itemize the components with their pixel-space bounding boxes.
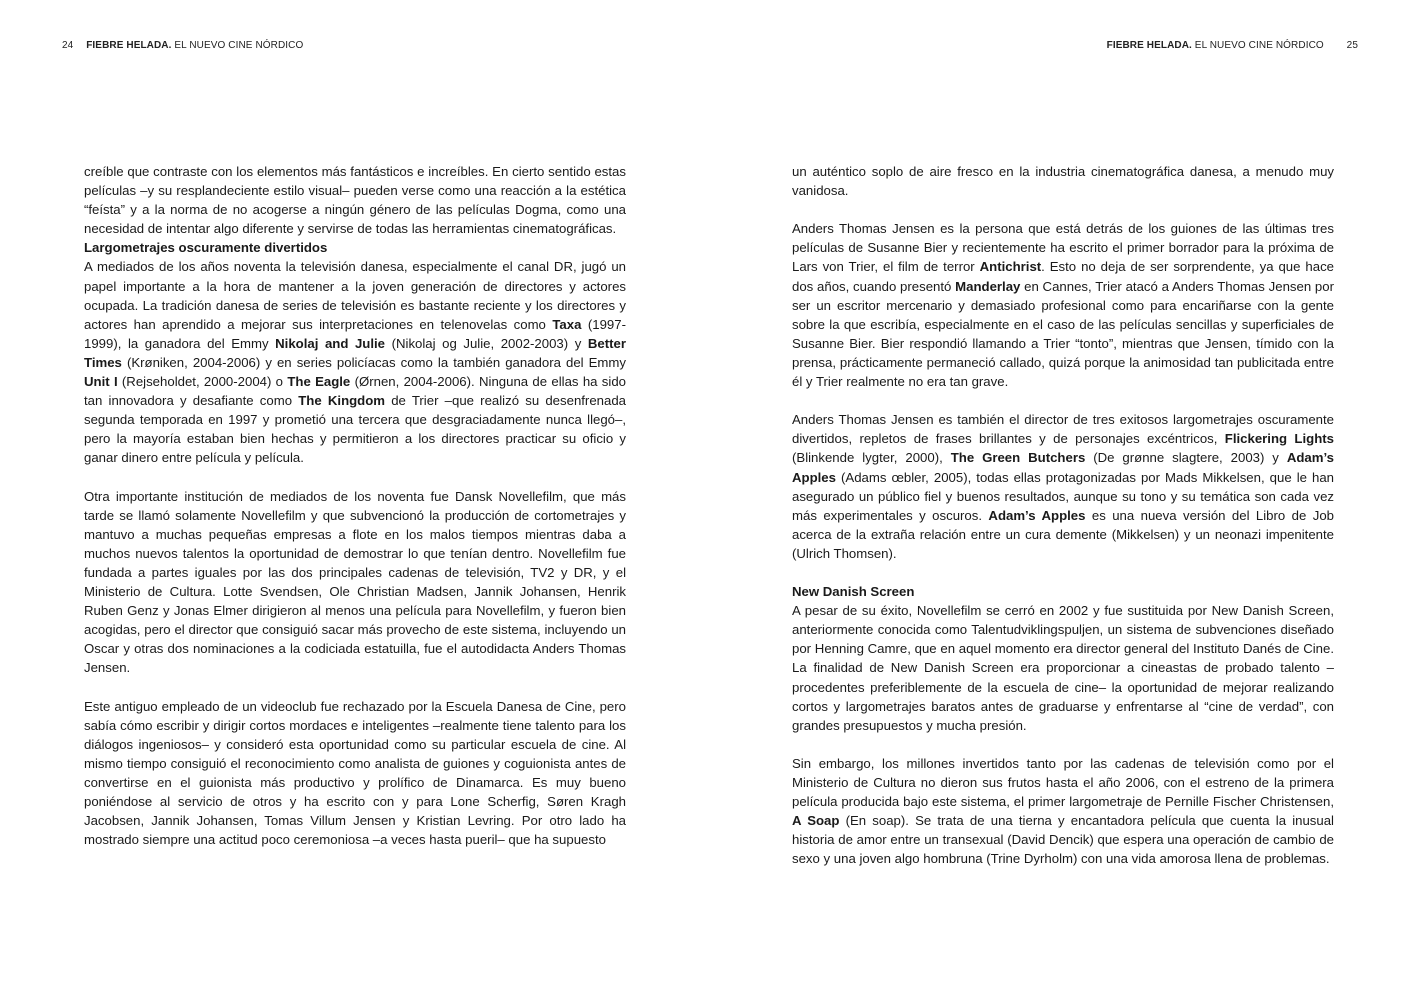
body-paragraph — [84, 697, 626, 850]
text-run: (De grønne slagtere, 2003) y — [1085, 450, 1287, 466]
book-subtitle-left: EL NUEVO CINE NÓRDICO — [171, 40, 304, 51]
title-emphasis: Antichrist — [979, 259, 1042, 275]
title-emphasis: A Soap — [792, 813, 840, 829]
text-run: (En soap). Se trata de una tierna y encantadora película que cuenta la inusual historia de amor entre un transexual (David Dencik) que espera una operación de cambio de sexo y una joven algo hombruna (Trine Dyrholm) con una vida amorosa llena de problemas. — [792, 813, 1334, 867]
text-run: de Trier –que realizó su desenfrenada segunda temporada en 1997 y prometió una tercera que desgraciadamente nunca llegó–, pero la mayoría estaban bien hechas y permitieron a los directores practicar su oficio y ganar dinero entre película y película. — [84, 393, 626, 466]
body-paragraph — [792, 754, 1334, 869]
body-paragraph — [84, 487, 626, 678]
text-run: (Blinkende lygter, 2000), — [792, 450, 951, 466]
body-paragraph — [84, 257, 626, 467]
text-run: Sin embargo, los millones invertidos tanto por las cadenas de televisión como por el Ministerio de Cultura no dieron sus frutos hasta el año 2006, con el estreno de la primera película producida bajo este sistema, el primer largometraje de Pernille Fischer Christensen, — [792, 755, 1334, 810]
title-emphasis: Adam’s Apples — [792, 450, 1334, 485]
text-run: Este antiguo empleado de un videoclub fue rechazado por la Escuela Danesa de Cine, pero sabía cómo escribir y dirigir cortos mordaces e inteligentes –realmente tiene talento para los diálogos ingeniosos– y consideró esta oportunidad como su particular escuela de cine. Al mismo tiempo consiguió el reconocimiento como analista de guiones y coguionista antes de convertirse en el guionista más productivo y prolífico de Dinamarca. Es muy bueno poniéndose al servicio de otros y ha escrito con y para Lone Scherfig, Søren Kragh Jacobsen, Jannik Johansen, Tomas Villum Jensen y Kristian Levring. Por otro lado ha mostrado siempre una actitud poco ceremoniosa –a veces hasta pueril– que ha supuesto — [84, 698, 626, 848]
text-run: (Nikolaj og Julie, 2002-2003) y — [385, 335, 588, 351]
title-emphasis: Manderlay — [955, 278, 1021, 294]
section-heading: Largometrajes oscuramente divertidos — [84, 240, 328, 256]
text-run: Anders Thomas Jensen es la persona que está detrás de los guiones de las últimas tres películas de Susanne Bier y recientemente ha escrito el primer borrador para la próxima de Lars von Trier, el film de terror — [792, 221, 1334, 275]
body-paragraph — [84, 162, 626, 238]
right-page-body — [792, 162, 1334, 888]
page-number-right: 25 — [1346, 40, 1358, 51]
text-run: . Esto no deja de ser sorprendente, ya que hace dos años, cuando presentó — [792, 259, 1334, 294]
text-run: (1997-1999), la ganadora del Emmy — [84, 316, 626, 351]
title-emphasis: The Kingdom — [298, 393, 386, 409]
text-run: Otra importante institución de mediados de los noventa fue Dansk Novellefilm, que más tarde se llamó solamente Novellefilm y que subvencionó la producción de cortometrajes y mantuvo a muchas pequeñas empresas a flote en los malos tiempos mientras daba a muchos nuevos talentos la oportunidad de demostrar lo que tenían dentro. Novellefilm fue fundada a partes iguales por las dos principales cadenas de televisión, TV2 y DR, y el Ministerio de Cultura. Lotte Svendsen, Ole Christian Madsen, Jannik Johansen, Henrik Ruben Genz y Jonas Elmer dirigieron al menos una película para Novellefilm, y fueron bien acogidas, pero el director que consiguió sacar más provecho de este sistema, incluyendo un Oscar y otras dos nominaciones a la codiciada estatuilla, fue el autodidacta Anders Thomas Jensen. — [84, 488, 626, 676]
text-run: A pesar de su éxito, Novellefilm se cerró en 2002 y fue sustituida por New Danish Screen, anteriormente conocida como Talentudviklingspuljen, un sistema de subvenciones diseñado por Henning Camre, que en aquel momento era director general del Instituto Danés de Cine. La finalidad de New Danish Screen era proporcionar a cineastas de probado talento –procedentes preferiblemente de la escuela de cine– la oportunidad de mejorar realizando cortos y largometrajes baratos antes de graduarse y enfrentarse al “cine de verdad”, con grandes presupuestos y mucha presión. — [792, 603, 1334, 733]
text-run: Anders Thomas Jensen es también el director de tres exitosos largometrajes oscuramente divertidos, repletos de frases brillantes y de personajes excéntricos, — [792, 412, 1334, 447]
text-run: un auténtico soplo de aire fresco en la industria cinematográfica danesa, a menudo muy vanidosa. — [792, 164, 1334, 199]
title-emphasis: The Eagle — [287, 374, 351, 390]
title-emphasis: Taxa — [552, 316, 582, 332]
body-paragraph — [792, 410, 1334, 563]
section-heading: New Danish Screen — [792, 584, 915, 600]
title-emphasis: Better Times — [84, 335, 626, 370]
book-title-left: FIEBRE HELADA. — [86, 40, 172, 51]
title-emphasis: Unit I — [84, 374, 118, 390]
title-emphasis: Nikolaj and Julie — [275, 335, 386, 351]
title-emphasis: Flickering Lights — [1224, 431, 1334, 447]
title-emphasis: The Green Butchers — [950, 450, 1086, 466]
text-run: A mediados de los años noventa la televisión danesa, especialmente el canal DR, jugó un papel importante a la hora de mantener a la joven generación de directores y actores ocupada. La tradición danesa de series de televisión es bastante reciente y los directores y actores han aprendido a mejorar sus interpretaciones en telenovelas como — [84, 259, 626, 332]
running-head-left — [62, 40, 303, 51]
book-subtitle-right: EL NUEVO CINE NÓRDICO — [1191, 40, 1324, 51]
text-run: (Krøniken, 2004-2006) y en series policíacas como la también ganadora del Emmy — [121, 354, 626, 370]
text-run: es una nueva versión del Libro de Job acerca de la extraña relación entre un cura demente (Mikkelsen) y un neonazi impenitente (Ulrich Thomsen). — [792, 507, 1334, 561]
left-page-body — [84, 162, 626, 868]
page-number-left: 24 — [62, 40, 74, 51]
running-head-right — [1107, 40, 1358, 51]
text-run: (Ørnen, 2004-2006). Ninguna de ellas ha sido tan innovadora y desafiante como — [84, 374, 626, 409]
body-paragraph — [792, 601, 1334, 735]
text-run: creíble que contraste con los elementos más fantásticos e increíbles. En cierto sentido estas películas –y su resplandeciente estilo visual– pueden verse como una reacción a la estética “feísta” y a la norma de no acogerse a ningún género de las películas Dogma, como una necesidad de intentar algo diferente y servirse de todas las herramientas cinematográficas. — [84, 164, 626, 237]
book-title-right: FIEBRE HELADA. — [1106, 40, 1192, 51]
text-run: en Cannes, Trier atacó a Anders Thomas Jensen por ser un escritor mercenario y demasiado profesional como para encariñarse con la gente sobre la que escribía, especialmente en el caso de las películas sencillas y superficiales de Susanne Bier. Bier respondió llamando a Trier “tonto”, mientras que Jensen, tímido con la prensa, prácticamente permaneció callado, quizá porque la animosidad tan publicitada entre él y Trier realmente no era tan grave. — [792, 278, 1334, 390]
body-paragraph — [792, 219, 1334, 391]
text-run: (Rejseholdet, 2000-2004) o — [117, 374, 288, 390]
text-run: (Adams œbler, 2005), todas ellas protagonizadas por Mads Mikkelsen, que le han asegurado un público fiel y buenos resultados, aunque su tono y su temática son cada vez más experimentales y oscuros. — [792, 469, 1334, 523]
title-emphasis: Adam’s Apples — [988, 507, 1086, 523]
body-paragraph — [792, 162, 1334, 200]
